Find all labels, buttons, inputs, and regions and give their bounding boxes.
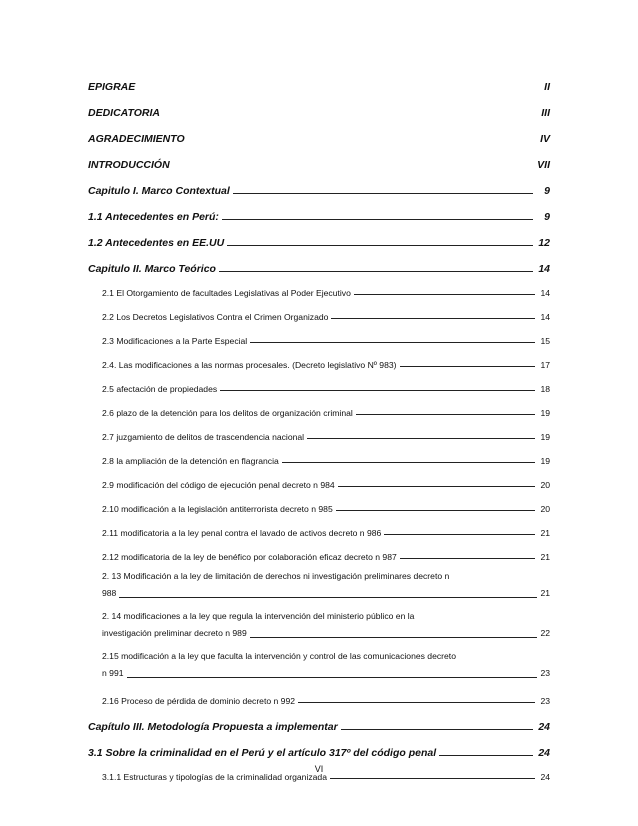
toc-title: EPIGRAE: [88, 81, 136, 93]
toc-title: 2.10 modificación a la legislación antiterrorista decreto n 985: [102, 504, 333, 514]
toc-leader: [227, 245, 533, 246]
toc-entry-epigrae[interactable]: [88, 72, 550, 93]
toc-leader: [119, 597, 537, 598]
toc-title: 2.1 El Otorgamiento de facultades Legislativas al Poder Ejecutivo: [102, 288, 351, 298]
toc-page: 14: [538, 263, 550, 275]
toc-title: 2.3 Modificaciones a la Parte Especial: [102, 336, 248, 346]
toc-leader: [222, 219, 533, 220]
page-number: VI: [314, 764, 324, 774]
toc-title: 3.1.1 Estructuras y tipologías de la criminalidad organizada: [102, 772, 327, 782]
toc-page: 20: [540, 480, 550, 490]
toc-leader: [250, 637, 538, 638]
toc-leader: [356, 414, 535, 415]
toc-page: 19: [540, 456, 550, 466]
toc-page: 14: [540, 312, 550, 322]
toc-page: 20: [540, 504, 550, 514]
toc-entry-2-12[interactable]: [88, 544, 550, 562]
toc-leader: [330, 778, 535, 779]
toc-entry-capitulo-3[interactable]: [88, 712, 550, 733]
toc-page: 22: [540, 628, 550, 638]
toc-entry-2-9[interactable]: [88, 472, 550, 490]
toc-title: 1.1 Antecedentes en Perú:: [88, 211, 219, 223]
toc-page: 14: [540, 288, 550, 298]
toc-page: IV: [540, 133, 550, 145]
toc-entry-agradecimiento[interactable]: [88, 124, 550, 145]
toc-entry-2-14[interactable]: [88, 608, 550, 642]
toc-entry-2-8[interactable]: [88, 448, 550, 466]
toc-title: 2.16 Proceso de pérdida de dominio decreto n 992: [102, 696, 296, 706]
toc-leader: [338, 486, 535, 487]
toc-page: VII: [537, 159, 550, 171]
toc-entry-2-1[interactable]: [88, 280, 550, 298]
toc-entry-2-15[interactable]: [88, 648, 550, 682]
toc-page: 21: [540, 588, 550, 598]
toc-title: Capitulo II. Marco Teórico: [88, 263, 216, 275]
toc-page: II: [544, 81, 550, 93]
toc-title: Capitulo I. Marco Contextual: [88, 185, 230, 197]
toc-entry-2-3[interactable]: [88, 328, 550, 346]
toc-leader: [127, 677, 538, 678]
toc-title: Capítulo III. Metodología Propuesta a implementar: [88, 721, 338, 733]
toc-entry-2-5[interactable]: [88, 376, 550, 394]
toc-page: 24: [538, 721, 550, 733]
toc-entry-capitulo-2[interactable]: [88, 254, 550, 275]
toc-entry-dedicatoria[interactable]: [88, 98, 550, 119]
toc-title-line1: 2.15 modificación a la ley que faculta la intervención y control de las comunicaciones decreto: [102, 651, 456, 661]
toc-title: DEDICATORIA: [88, 107, 160, 119]
toc-entry-1-2[interactable]: [88, 228, 550, 249]
toc-entry-2-2[interactable]: [88, 304, 550, 322]
toc-entry-3-1[interactable]: [88, 738, 550, 759]
toc-page: 21: [540, 552, 550, 562]
toc-title: 2.7 juzgamiento de delitos de trascendencia nacional: [102, 432, 305, 442]
toc-title: INTRODUCCIÓN: [88, 159, 170, 171]
toc-page: 24: [540, 772, 550, 782]
toc-entry-capitulo-1[interactable]: [88, 176, 550, 197]
toc-page: 19: [540, 432, 550, 442]
toc-page: 23: [540, 668, 550, 678]
toc-leader: [341, 729, 533, 730]
toc-title-line1: 2. 13 Modificación a la ley de limitación de derechos ni investigación preliminares decreto n: [102, 571, 450, 581]
toc-page: III: [541, 107, 550, 119]
toc-page: 23: [540, 696, 550, 706]
toc-page: 19: [540, 408, 550, 418]
toc-page: 15: [540, 336, 550, 346]
toc-title: 3.1 Sobre la criminalidad en el Perú y el artículo 317º del código penal: [88, 747, 437, 759]
toc-page: 9: [544, 185, 550, 197]
toc-leader: [331, 318, 535, 319]
toc-leader: [336, 510, 535, 511]
toc-leader: [282, 462, 535, 463]
toc-page: 21: [540, 528, 550, 538]
toc-leader: [439, 755, 533, 756]
toc-title: AGRADECIMIENTO: [88, 133, 185, 145]
toc-title: 2.5 afectación de propiedades: [102, 384, 218, 394]
toc-title-line2: n 991: [102, 668, 124, 678]
toc-entry-2-13[interactable]: [88, 568, 550, 602]
toc-page: 12: [538, 237, 550, 249]
toc-page: 24: [538, 747, 550, 759]
toc-page: 17: [540, 360, 550, 370]
toc-title: 1.2 Antecedentes en EE.UU: [88, 237, 225, 249]
toc-leader: [220, 390, 535, 391]
toc-leader: [400, 558, 535, 559]
toc-title: 2.12 modificatoria de la ley de benéfico por colaboración eficaz decreto n 987: [102, 552, 397, 562]
toc-leader: [219, 271, 533, 272]
toc-page: 9: [544, 211, 550, 223]
toc-title: 2.11 modificatoria a la ley penal contra el lavado de activos decreto n 986: [102, 528, 382, 538]
toc-title-line1: 2. 14 modificaciones a la ley que regula la intervención del ministerio público en la: [102, 611, 415, 621]
table-of-contents: [88, 72, 550, 788]
toc-title: 2.4. Las modificaciones a las normas procesales. (Decreto legislativo Nº 983): [102, 360, 397, 370]
toc-entry-2-10[interactable]: [88, 496, 550, 514]
toc-page: 18: [540, 384, 550, 394]
toc-entry-2-6[interactable]: [88, 400, 550, 418]
toc-title-line2: investigación preliminar decreto n 989: [102, 628, 247, 638]
toc-leader: [307, 438, 535, 439]
toc-leader: [233, 193, 533, 194]
toc-entry-2-11[interactable]: [88, 520, 550, 538]
toc-entry-1-1[interactable]: [88, 202, 550, 223]
toc-title: 2.6 plazo de la detención para los delitos de organización criminal: [102, 408, 353, 418]
toc-entry-2-7[interactable]: [88, 424, 550, 442]
toc-entry-2-4[interactable]: [88, 352, 550, 370]
toc-title: 2.2 Los Decretos Legislativos Contra el Crimen Organizado: [102, 312, 329, 322]
toc-leader: [298, 702, 535, 703]
toc-title: 2.8 la ampliación de la detención en flagrancia: [102, 456, 279, 466]
toc-title-line2: 988: [102, 588, 117, 598]
toc-entry-2-16[interactable]: [88, 688, 550, 706]
toc-title: 2.9 modificación del código de ejecución penal decreto n 984: [102, 480, 335, 490]
toc-entry-introduccion[interactable]: [88, 150, 550, 171]
toc-leader: [384, 534, 535, 535]
toc-leader: [400, 366, 535, 367]
toc-leader: [250, 342, 535, 343]
toc-leader: [354, 294, 535, 295]
